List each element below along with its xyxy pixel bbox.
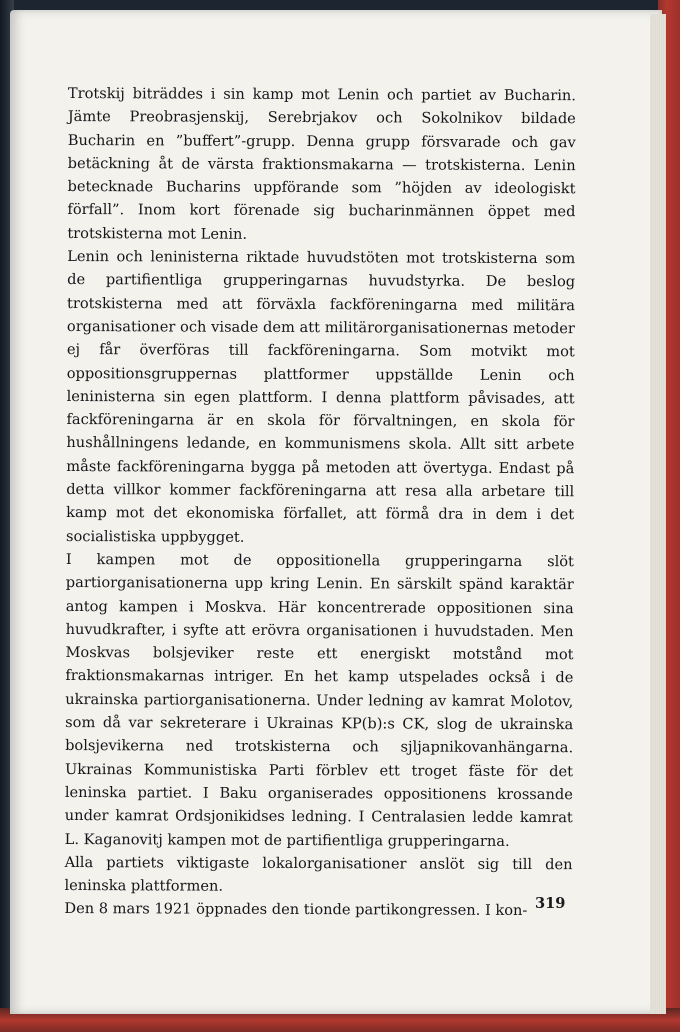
- paragraph-2: Lenin och leninisterna riktade huvudstöten mot trotskisterna som de partifientliga grupperingarnas huvudstyrka. De beslog trotskisterna med att förväxla fackföreningarna med militära organisationer och visade dem att militärorganisationernas metoder ej får överföras till fackföreningarna. Som motvikt mot oppositionsgruppernas plattformer uppställde Lenin och leninisterna sin egen plattform. I denna plattform påvisades, att fackföreningarna är en skola för förvaltningen, en skola för hushållningens ledande, en kommunismens skola. Allt sitt arbete måste fackföreningarna bygga på metoden att övertyga. Endast på detta villkor kommer fackföreningarna att resa alla arbetare till kamp mot det ekonomiska förfallet, att förmå dra in dem i det socialistiska uppbygget.: [65, 248, 576, 546]
- paragraph-4: Alla partiets viktigaste lokalorganisationer anslöt sig till den leninska plattformen.: [64, 853, 573, 895]
- body-text: [64, 82, 576, 923]
- paragraph-1: Trotskij biträddes i sin kamp mot Lenin och partiet av Bucharin. Jämte Preobrasjenskij, Serebrjakov och Sokolnikov bildade Bucharin en ”buffert”-grupp. Denna grupp försvarade och gav betäckning åt de värsta fraktionsmakarna — trotskisterna. Lenin betecknade Bucharins uppförande som ”höjden av ideologiskt förfall”. Inom kort förenade sig bucharinmännen öppet med trotskisterna mot Lenin.: [67, 84, 576, 243]
- paragraph-3: I kampen mot de oppositionella grupperingarna slöt partiorganisationerna upp kring Lenin. En särskilt spänd karaktär antog kampen i Moskva. Här koncentrerade oppositionen sina huvudkrafter, i syfte att erövra organisationen i huvudstaden. Men Moskvas bolsjeviker reste ett energiskt motstånd mot fraktionsmakarnas intriger. En het kamp utspelades också i de ukrainska partiorganisationerna. Under ledning av kamrat Molotov, som då var sekreterare i Ukrainas KP(b):s CK, slog de ukrainska bolsjevikerna ned trotskisterna och sjljapnikovanhängarna. Ukrainas Kommunistiska Parti förblev ett troget fäste för det leninska partiet. I Baku organiserades oppositionens krossande under kamrat Ordsjonikidses ledning. I Centralasien ledde kamrat L. Kaganovitj kampen mot de partifientliga grupperingarna.: [64, 550, 574, 850]
- stacked-page-edges: [650, 14, 666, 1014]
- paragraph-5: Den 8 mars 1921 öppnades den tionde partikongressen. I kon-: [64, 900, 528, 920]
- page-number: 319: [535, 895, 566, 912]
